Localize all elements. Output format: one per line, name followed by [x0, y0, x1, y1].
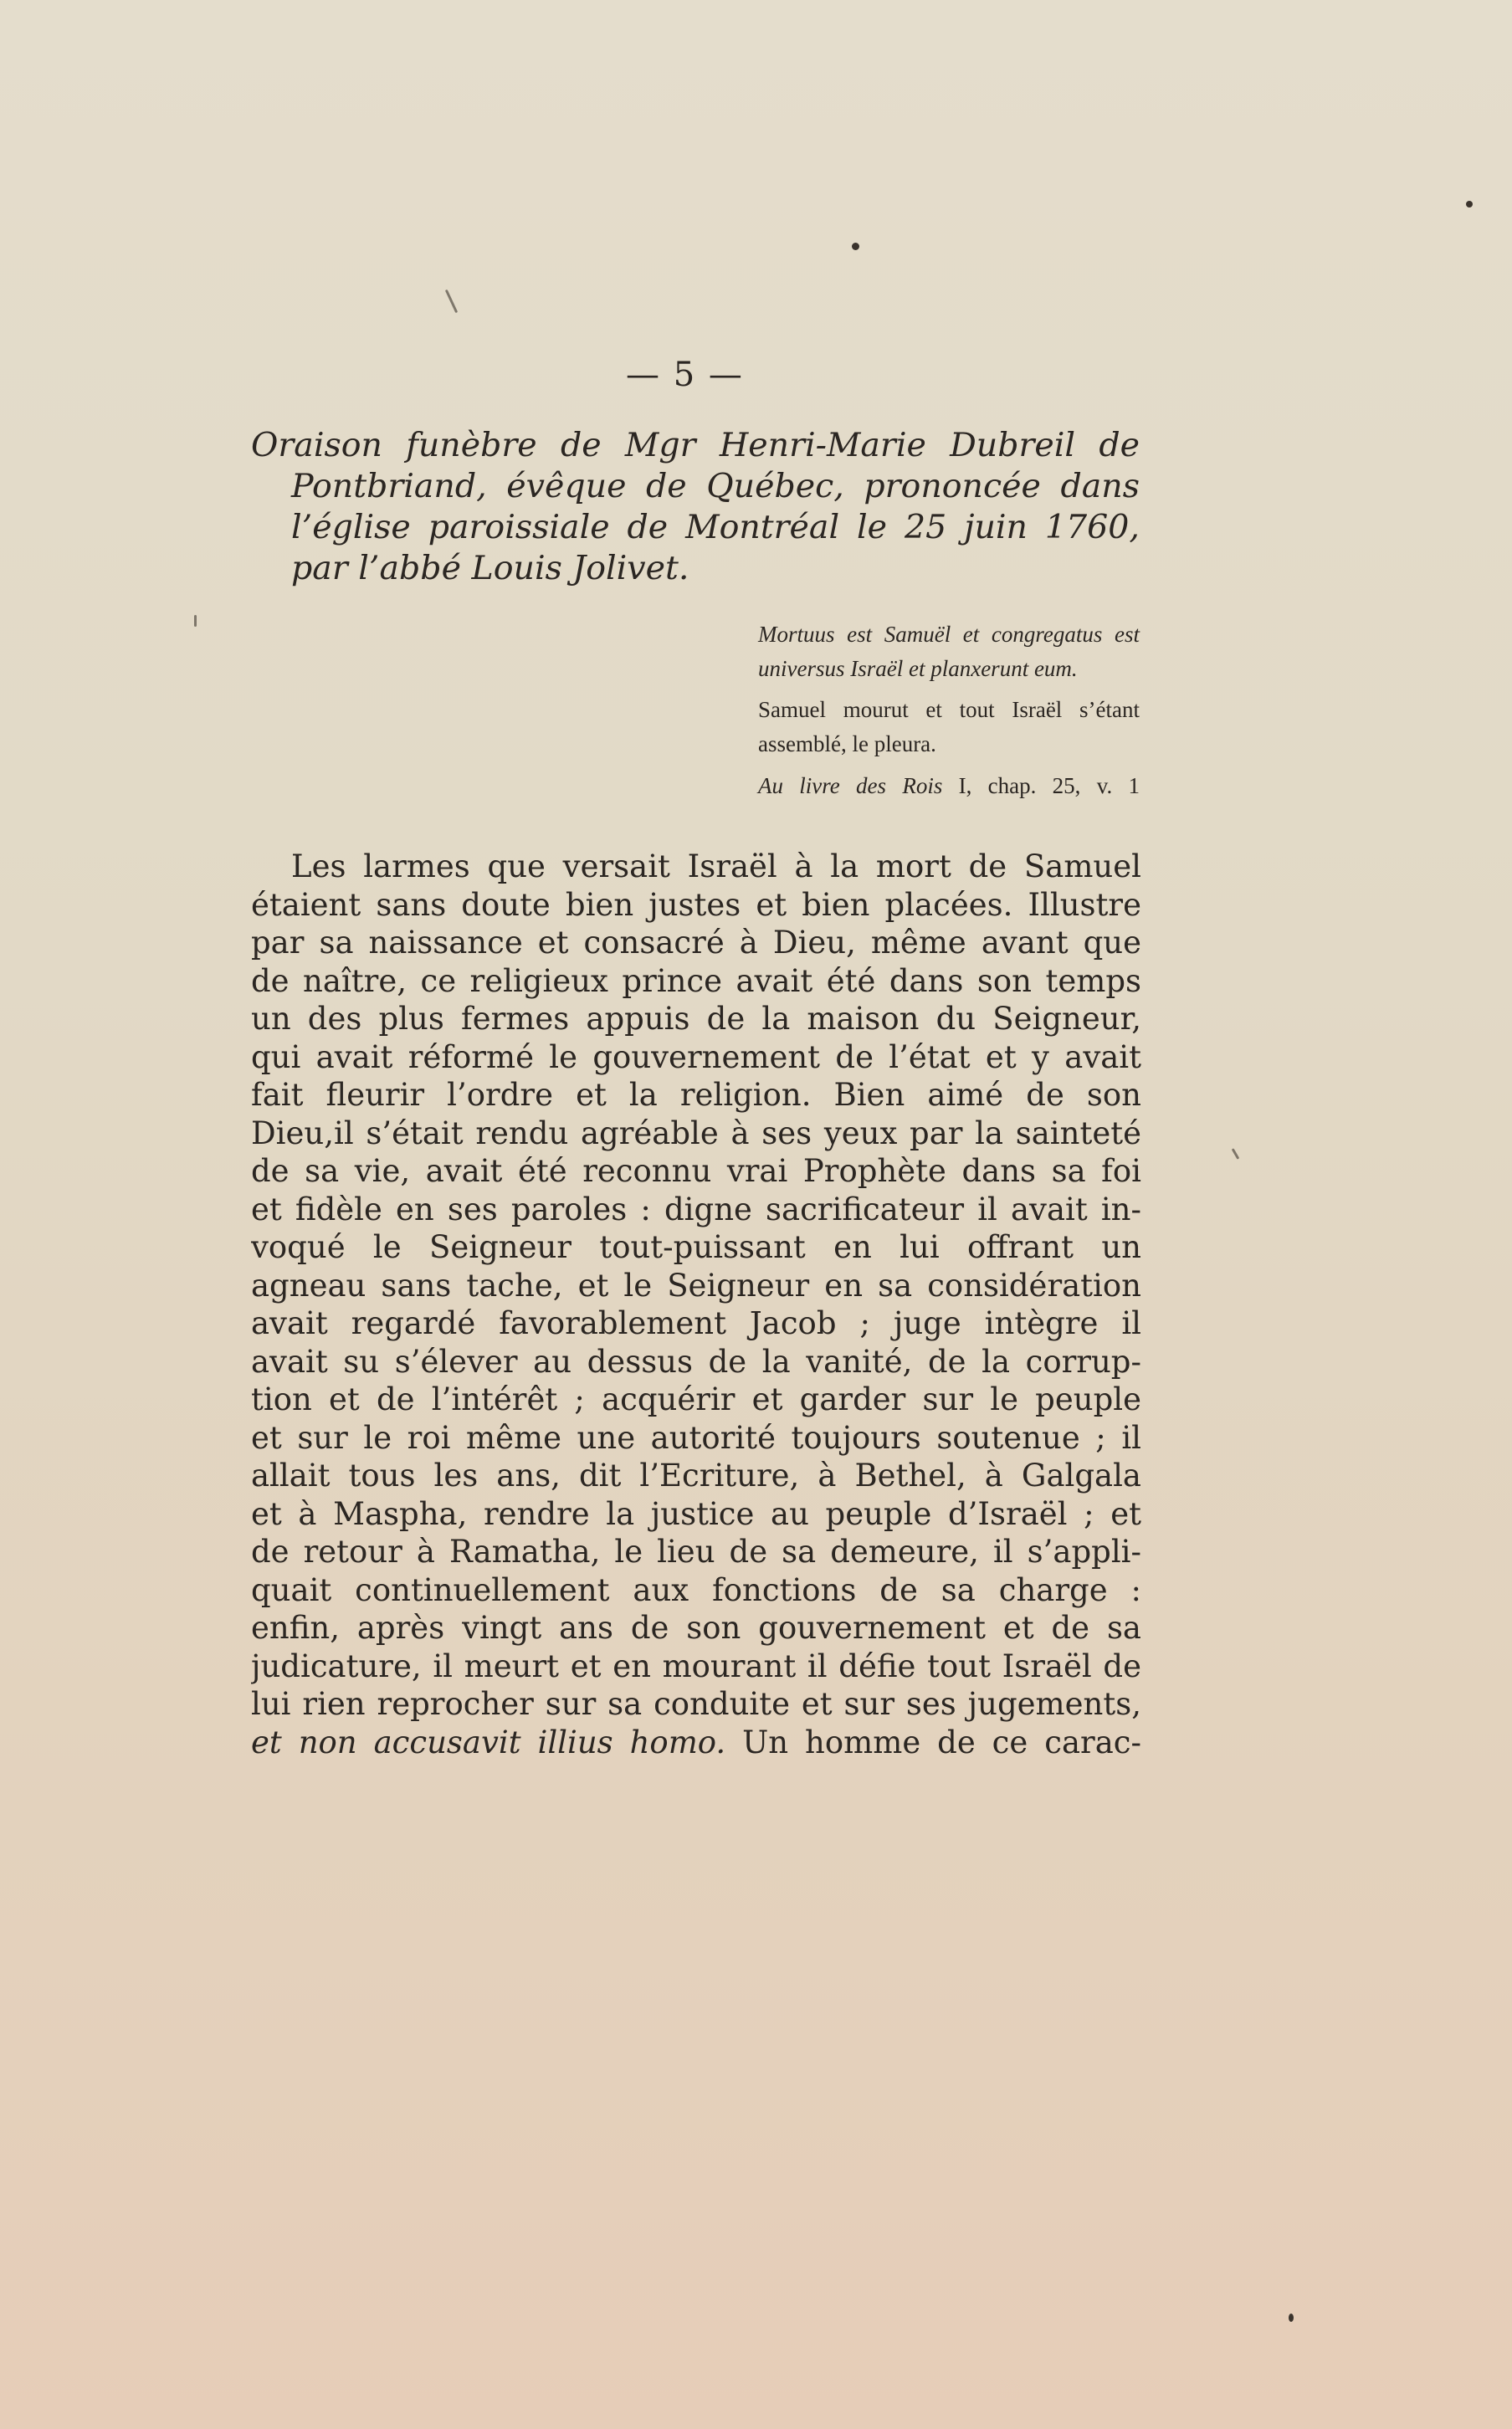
epigraph-source — [758, 769, 1140, 803]
body-line: et à Maspha, rendre la justice au peuple d’Israël ; et — [251, 1495, 1141, 1532]
body-line: tion et de l’intérêt ; acquérir et garder sur le peuple — [251, 1381, 1141, 1417]
latin-quote: et non accusavit illius homo. — [251, 1724, 726, 1760]
epigraph-source-ref: I, chap. 25, v. 1 — [942, 773, 1140, 798]
body-line: un des plus fermes appuis de la maison du Seigneur, — [251, 1001, 1141, 1037]
ink-speck — [194, 615, 197, 627]
ink-speck — [852, 243, 859, 250]
body-line: par sa naissance et consacré à Dieu, même avant que — [251, 925, 1141, 961]
body-line: avait regardé favorablement Jacob ; juge intègre il — [251, 1305, 1141, 1341]
body-line: enfin, après vingt ans de son gouvernement et de sa — [251, 1610, 1141, 1646]
body-line: de sa vie, avait été reconnu vrai Prophète dans sa foi — [251, 1153, 1141, 1189]
epigraph-french: Samuel mourut et tout Israël s’étant assemblé, le pleura. — [758, 697, 1140, 756]
body-line: judicature, il meurt et en mourant il défie tout Israël de — [251, 1648, 1141, 1684]
body-line: voqué le Seigneur tout-puissant en lui offrant un — [251, 1229, 1141, 1265]
body-line-last — [251, 1724, 1141, 1762]
body-line: de naître, ce religieux prince avait été dans son temps — [251, 962, 1141, 999]
body-line: quait continuellement aux fonctions de sa charge : — [251, 1571, 1141, 1608]
ink-speck — [1466, 201, 1473, 208]
body-line: avait su s’élever au dessus de la vanité, de la corrup- — [251, 1343, 1141, 1380]
page-number: — 5 — — [626, 356, 744, 394]
body-line: et sur le roi même une autorité toujours soutenue ; il — [251, 1419, 1141, 1456]
ink-speck — [445, 290, 458, 313]
body-line: Dieu,il s’était rendu agréable à ses yeux par la sainteté — [251, 1115, 1141, 1151]
epigraph-latin: Mortuus est Samuël et congregatus est universus Israël et planxerunt eum. — [758, 622, 1140, 681]
ink-speck — [1232, 1148, 1240, 1160]
body-paragraph — [251, 848, 1141, 1761]
body-line: qui avait réformé le gouvernement de l’état et y avait — [251, 1038, 1141, 1075]
ink-speck — [1289, 2314, 1294, 2322]
epigraph — [758, 617, 1140, 803]
body-line: fait fleurir l’ordre et la religion. Bien aimé de son — [251, 1077, 1141, 1113]
body-line: allait tous les ans, dit l’Ecriture, à Bethel, à Galgala — [251, 1458, 1141, 1494]
body-line: et fidèle en ses paroles : digne sacrificateur il avait in- — [251, 1191, 1141, 1227]
body-line: de retour à Ramatha, le lieu de sa demeure, il s’appli- — [251, 1534, 1141, 1570]
body-line: étaient sans doute bien justes et bien placées. Illustre — [251, 886, 1141, 923]
body-line: lui rien reprocher sur sa conduite et sur ses jugements, — [251, 1686, 1141, 1722]
epigraph-source-book: Au livre des Rois — [758, 773, 943, 798]
body-line: agneau sans tache, et le Seigneur en sa considération — [251, 1267, 1141, 1304]
sermon-title: Oraison funèbre de Mgr Henri-Marie Dubreil de Pontbriand, évêque de Québec, prononcée dans l’église paroissiale de Montréal le 25 juin 1760, par l’abbé Louis Jolivet. — [251, 426, 1140, 587]
body-line-tail: Un homme de ce carac- — [742, 1724, 1141, 1760]
body-line: Les larmes que versait Israël à la mort de Samuel — [291, 848, 1141, 884]
